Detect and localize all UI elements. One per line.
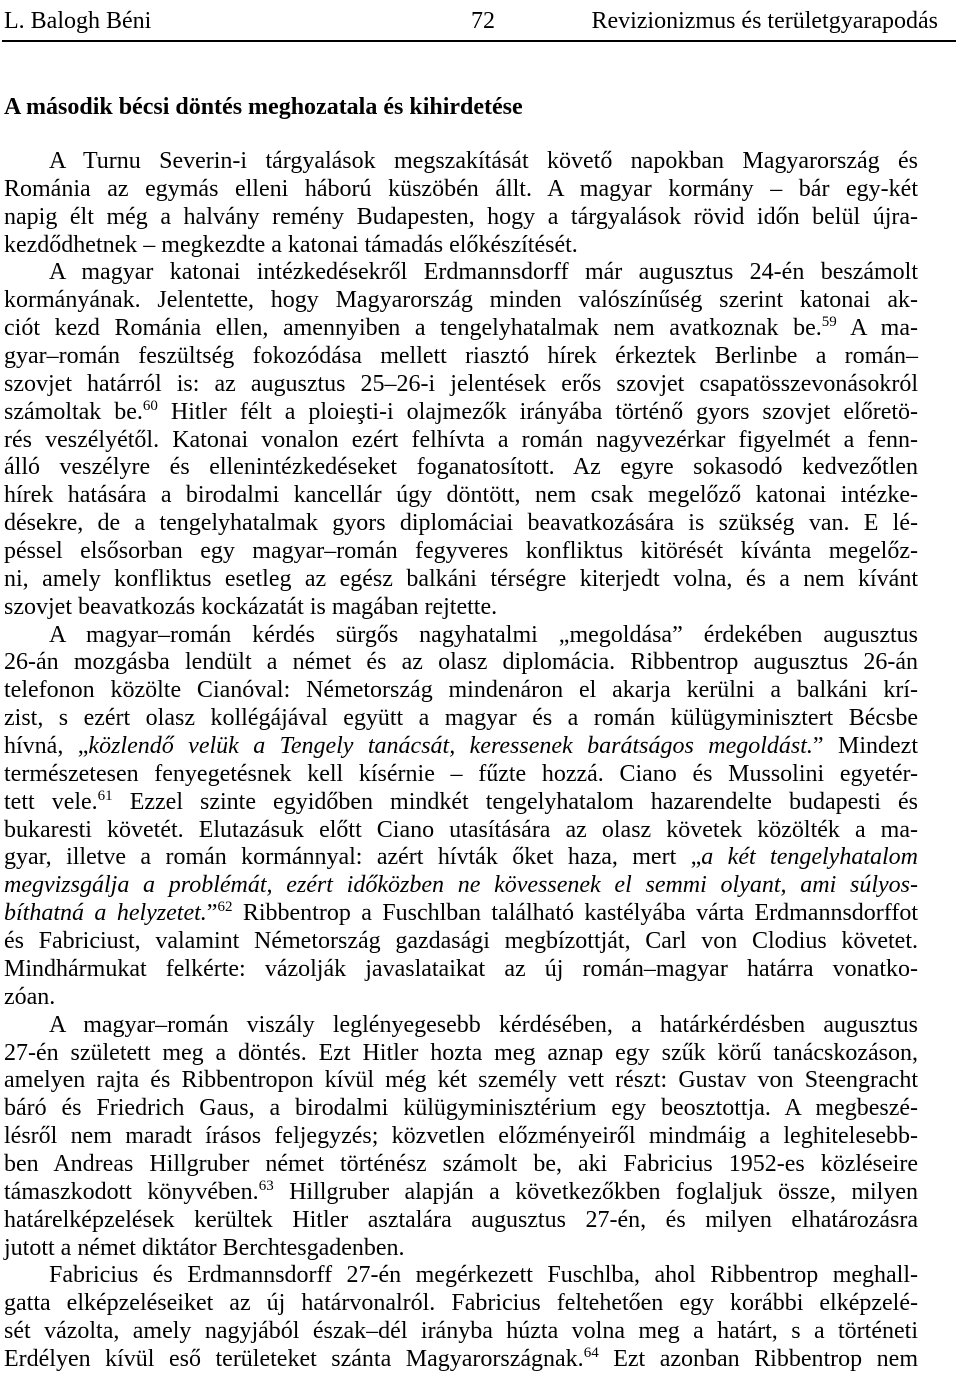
text-run: Románia az egymás elleni háború küszöbén állt. A magyar kormány – bár egy-két — [4, 175, 918, 202]
text-run: Mindhármukat felkérte: vázolják javaslataikat az új román–magyar határra vonatko- — [4, 955, 918, 982]
text-line-content — [4, 176, 918, 202]
text-run: Ezt azonban Ribbentrop nem — [598, 1345, 918, 1372]
text-line — [4, 1290, 918, 1318]
text-line-content — [4, 538, 918, 564]
text-line — [4, 594, 918, 622]
text-line — [4, 677, 918, 705]
text-line-content — [4, 1235, 405, 1261]
text-run: lésről nem maradt írásos feljegyzés; közvetlen előzményeiről mindmáig a leghitelesebb- — [4, 1123, 918, 1150]
text-line-content — [4, 1318, 918, 1344]
text-run: gatta elképzeléseiket az új határvonalról. Fabricius feltehetően egy korábbi elképzelé- — [4, 1290, 918, 1317]
text-line — [4, 566, 918, 594]
text-line-content — [4, 677, 918, 703]
text-run: gyar–román feszültség fokozódása mellett riasztó hírek érkeztek Berlinbe a román– — [4, 343, 918, 370]
text-line-content — [49, 1012, 918, 1038]
text-line — [4, 538, 918, 566]
text-line-content — [4, 482, 918, 508]
author-name: L. Balogh Béni — [4, 8, 152, 34]
text-run: Fabricius és Erdmannsdorff 27-én megérkezett Fuschlba, ahol Ribbentrop meghall- — [49, 1262, 918, 1289]
footnote-reference: 62 — [217, 899, 233, 916]
text-line-content — [4, 900, 918, 926]
text-line — [4, 789, 918, 817]
text-line — [4, 427, 918, 455]
footnote-reference: 59 — [821, 314, 837, 331]
text-line-content — [4, 789, 918, 815]
text-line-content — [4, 287, 918, 313]
text-line-content — [4, 1067, 918, 1093]
text-line — [4, 399, 918, 427]
text-run: jutott a német diktátor Berchtesgadenben. — [4, 1234, 405, 1261]
text-line-content — [49, 1262, 918, 1288]
text-line — [4, 482, 918, 510]
text-run: Ezzel szinte egyidőben mindkét tengelyhatalom hazarendelte budapesti és — [112, 788, 918, 815]
text-run: zist, s ezért olasz kollégájával együtt a magyar és a román külügyminisztert Bécsbe — [4, 705, 918, 732]
text-line-content — [4, 872, 918, 898]
text-line — [4, 705, 918, 733]
italic-text: a két tengelyhatalom — [701, 844, 918, 871]
text-line — [4, 343, 918, 371]
text-run: bukaresti követét. Elutazásuk előtt Ciano utasítására az olasz követek közölték a ma- — [4, 816, 918, 843]
text-line-content — [4, 1346, 918, 1372]
text-line — [4, 287, 918, 315]
text-line — [4, 761, 918, 789]
italic-text: megvizsgálja a problémát, ezért időközben ne kövessenek el semmi olyant, ami súlyos- — [4, 872, 918, 899]
text-line-content — [4, 705, 918, 731]
text-line-content — [4, 594, 497, 620]
text-line — [4, 1179, 918, 1207]
text-run: gyar, illetve a román kormánnyal: azért hívták őket haza, mert „ — [4, 844, 702, 871]
text-run: désekre, de a tengelyhatalmak gyors diplomáciai beavatkozására is szükség van. E lé- — [4, 510, 918, 537]
text-run: hírek hatására a birodalmi kancellár úgy döntött, nem csak megelőző katonai intézke- — [4, 482, 918, 509]
text-line-content — [4, 566, 918, 592]
text-line — [4, 315, 918, 343]
body-text — [4, 148, 918, 1374]
text-line-content — [4, 984, 55, 1010]
text-run: ben Andreas Hillgruber német történész számolt be, aki Fabricius 1952-es közléseire — [4, 1150, 918, 1177]
text-line-content — [4, 1095, 918, 1121]
text-run: Hillgruber alapján a következőkben foglaljuk össze, milyen — [273, 1178, 919, 1205]
text-line — [4, 1207, 918, 1235]
text-line-content — [4, 1207, 918, 1233]
paragraph — [4, 622, 918, 1012]
text-run: álló veszélyre és ellenintézkedéseket foganatosított. Az egyre sokasodó kedvezőtlen — [4, 454, 918, 481]
text-line — [4, 844, 918, 872]
text-run: hívná, „ — [4, 733, 89, 760]
text-line — [4, 956, 918, 984]
text-run: támaszkodott könyvében. — [4, 1178, 259, 1205]
text-run: kezdődhetnek – megkezdte a katonai támadás előkészítését. — [4, 231, 578, 258]
text-line-content — [4, 371, 918, 397]
text-run: péssel elsősorban egy magyar–román fegyveres konfliktus kitörését kívánta megelőz- — [4, 538, 918, 565]
text-run: kormányának. Jelentette, hogy Magyarország minden valószínűség szerint katonai ak- — [4, 287, 918, 314]
text-line — [4, 928, 918, 956]
text-line-content — [4, 315, 918, 341]
text-line — [4, 817, 918, 845]
text-run: ni, amely konfliktus esetleg az egész balkáni térségre kiterjedt volna, és a nem kívánt — [4, 565, 918, 592]
text-run: és Fabriciust, valamint Németország gazdasági megbízottját, Carl von Clodius követet. — [4, 928, 918, 955]
text-run: szovjet határról is: az augusztus 25–26-i jelentések erős szovjet csapatösszevonásokról — [4, 370, 918, 397]
text-run: sét vázolta, amely nagyjából észak–dél irányba húzta volna meg a határt, s a történeti — [4, 1318, 918, 1345]
text-line — [4, 1318, 918, 1346]
text-line-content — [49, 148, 918, 174]
text-line — [4, 371, 918, 399]
header-rule — [2, 40, 956, 42]
section-heading: A második bécsi döntés meghozatala és kihirdetése — [4, 94, 523, 120]
footnote-reference: 63 — [258, 1177, 274, 1194]
page-number: 72 — [471, 8, 495, 34]
text-line-content — [4, 399, 918, 425]
text-line-content — [4, 343, 918, 369]
text-line-content — [4, 1123, 918, 1149]
text-line-content — [4, 844, 918, 870]
text-run: természetesen fenyegetésnek kell kísérnie – fűzte hozzá. Ciano és Mussolini egyetér- — [4, 760, 918, 787]
text-run: 26-án mozgásba lendült a német és az olasz diplomácia. Ribbentrop augusztus 26-án — [4, 649, 918, 676]
text-line — [4, 1067, 918, 1095]
text-line — [4, 1235, 918, 1263]
text-line-content — [4, 956, 918, 982]
text-line — [4, 900, 918, 928]
text-run: ciót kezd Románia ellen, amennyiben a tengelyhatalmak nem avatkoznak be. — [4, 315, 822, 342]
text-line — [4, 1040, 918, 1068]
page-header — [2, 0, 956, 40]
text-line — [4, 872, 918, 900]
text-line — [4, 176, 918, 204]
text-line-content — [4, 733, 918, 759]
text-line-content — [49, 259, 918, 285]
text-line — [4, 1151, 918, 1179]
text-line — [49, 148, 918, 176]
text-line-content — [4, 1151, 918, 1177]
text-line — [4, 204, 918, 232]
text-line — [4, 232, 918, 260]
text-run: amelyen rajta és Ribbentropon kívül még két személy vett részt: Gustav von Steengracht — [4, 1067, 918, 1094]
text-run: számoltak be. — [4, 398, 143, 425]
text-run: 27-én született meg a döntés. Ezt Hitler hozta meg aznap egy szűk körű tanácskozáson, — [4, 1039, 918, 1066]
text-run: rés veszélyétől. Katonai vonalon ezért felhívta a román nagyvezérkar figyelmét a fenn- — [4, 426, 918, 453]
text-line-content — [4, 1040, 918, 1066]
paragraph — [4, 259, 918, 621]
text-line — [4, 1095, 918, 1123]
text-line-content — [4, 1290, 918, 1316]
italic-text: bíthatná a helyzetet. — [4, 900, 207, 927]
text-run: Erdélyen kívül eső területeket szánta Magyarországnak. — [4, 1345, 584, 1372]
text-line-content — [4, 817, 918, 843]
text-line — [49, 622, 918, 650]
text-line-content — [4, 1179, 918, 1205]
text-line — [4, 1346, 918, 1374]
text-run: báró és Friedrich Gaus, a birodalmi külügyminisztérium egy beosztottja. A megbeszé- — [4, 1095, 918, 1122]
italic-text: közlendő velük a Tengely tanácsát, keressenek barátságos megoldást. — [88, 733, 813, 760]
text-line — [4, 984, 918, 1012]
paragraph — [4, 1262, 918, 1373]
running-title: Revizionizmus és területgyarapodás — [591, 8, 938, 34]
text-run: A magyar–román kérdés sürgős nagyhatalmi „megoldása” érdekében augusztus — [49, 621, 918, 648]
text-line-content — [49, 622, 918, 648]
text-line — [4, 510, 918, 538]
text-run: A ma- — [836, 315, 918, 342]
text-line-content — [4, 204, 918, 230]
text-line — [4, 1123, 918, 1151]
footnote-reference: 61 — [97, 787, 113, 804]
text-line — [49, 259, 918, 287]
text-run: zóan. — [4, 983, 56, 1010]
text-line-content — [4, 454, 918, 480]
text-run: napig élt még a halvány remény Budapesten, hogy a tárgyalások rövid időn belül újra- — [4, 203, 918, 230]
text-line-content — [4, 928, 918, 954]
text-run: Ribbentrop a Fuschlban található kastélyába várta Erdmannsdorffot — [232, 900, 918, 927]
text-line — [4, 454, 918, 482]
text-line-content — [4, 510, 918, 536]
text-run: határelképzelések kerültek Hitler asztalára augusztus 27-én, és milyen elhatározásra — [4, 1206, 918, 1233]
text-line-content — [4, 232, 578, 258]
text-run: A Turnu Severin-i tárgyalások megszakítását követő napokban Magyarország és — [49, 148, 918, 174]
text-line — [49, 1012, 918, 1040]
text-line — [4, 733, 918, 761]
text-run: ” — [206, 900, 218, 927]
text-run: A magyar–román viszály leglényegesebb kérdésében, a határkérdésben augusztus — [49, 1011, 918, 1038]
text-run: Hitler félt a ploieşti-i olajmezők irányába történő gyors szovjet előretö- — [157, 398, 919, 425]
text-run: tett vele. — [4, 788, 98, 815]
footnote-reference: 60 — [142, 397, 158, 414]
text-line-content — [4, 427, 918, 453]
text-line — [49, 1262, 918, 1290]
text-line-content — [4, 761, 918, 787]
text-line — [4, 649, 918, 677]
text-run: A magyar katonai intézkedésekről Erdmannsdorff már augusztus 24-én beszámolt — [49, 259, 918, 286]
paragraph — [4, 148, 918, 259]
text-line-content — [4, 649, 918, 675]
text-run: ” Mindezt — [812, 733, 918, 760]
paragraph — [4, 1012, 918, 1263]
text-run: szovjet beavatkozás kockázatát is magában rejtette. — [4, 593, 498, 620]
text-run: telefonon közölte Cianóval: Németország mindenáron el akarja kerülni a balkáni krí- — [4, 677, 918, 704]
footnote-reference: 64 — [583, 1344, 599, 1361]
